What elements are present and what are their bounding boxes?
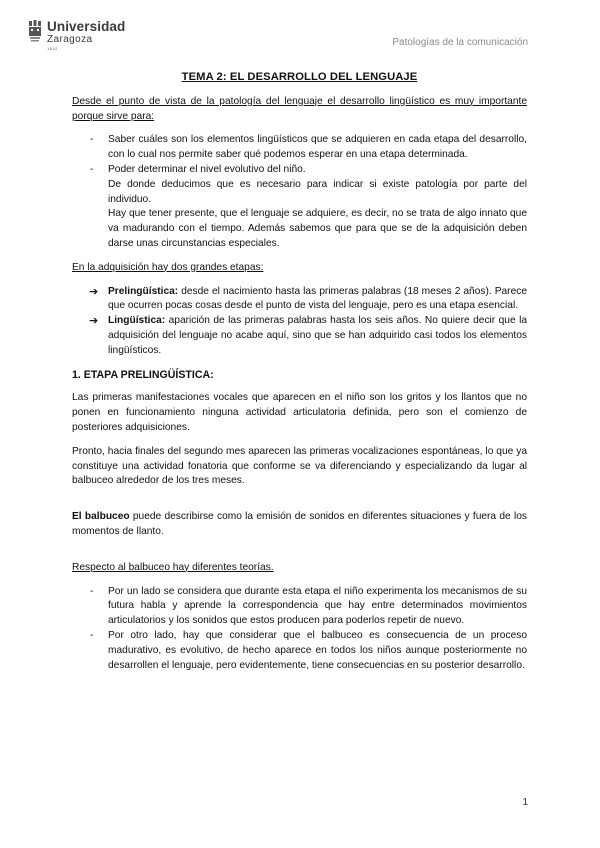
arrow-bullet-icon: ➔	[89, 315, 99, 328]
list-item-extra: De donde deducimos que es necesario para indicar si existe patología por parte del individuo.	[108, 178, 527, 205]
list-item	[72, 163, 527, 252]
list-item-extra: Hay que tener presente, que el lenguaje se adquiere, es decir, no se trata de algo innato que va madurando con el tiempo. Además sabemos que para que se de la adquisición deben darse unas circunstancias especiales.	[108, 208, 527, 249]
balbuceo-paragraph	[72, 510, 527, 540]
logo-year: 1542	[47, 45, 58, 51]
stage-desc: desde el nacimiento hasta las primeras palabras (18 meses 2 años). Parece que ocurren pocas cosas desde el punto de vista del lenguaje, pero es una etapa esencial.	[108, 285, 527, 312]
theories-list	[72, 585, 527, 674]
list-item	[72, 585, 527, 629]
stage-term: Prelingüística:	[108, 285, 179, 297]
intro-paragraph: Desde el punto de vista de la patología del lenguaje el desarrollo lingüístico es muy importante porque sirve para:	[72, 95, 527, 122]
list-item-text: Por un lado se considera que durante esta etapa el niño experimenta los mecanismos de su futura habla y aprende la correspondencia que hay entre determinados movimientos articulatorios y los sonidos que estos producen para poderlos repetir de nuevo.	[108, 585, 527, 627]
dash-bullet: -	[90, 585, 94, 597]
list-item-text: Saber cuáles son los elementos lingüísticos que se adquieren en cada etapa del desarrollo, con lo cual nos permite saber qué podemos esperar en una etapa determinada.	[108, 134, 527, 161]
university-logo	[28, 20, 125, 51]
section-heading: 1. ETAPA PRELINGÜÍSTICA:	[72, 368, 214, 381]
arrow-bullet-icon: ➔	[89, 285, 99, 298]
paragraph: Las primeras manifestaciones vocales que aparecen en el niño son los gritos y los llantos que no ponen en funcionamiento ninguna actividad articulatoria definida, pero son el comienzo de posteriores adquisiciones.	[72, 392, 527, 433]
logo-university: Universidad	[47, 19, 126, 34]
list-item	[72, 285, 527, 315]
stage-desc: aparición de las primeras palabras hasta los seis años. No quiere decir que la adquisición del lenguaje no acabe aquí, sino que se han adquirido casi todos los elementos lingüísticos.	[108, 315, 527, 356]
theories-intro: Respecto al balbuceo hay diferentes teorías.	[72, 561, 274, 573]
list-item	[72, 133, 527, 163]
dash-bullet: -	[90, 134, 94, 146]
logo-zaragoza: Zaragoza	[47, 33, 93, 45]
balbuceo-term: El balbuceo	[72, 511, 130, 523]
page-number: 1	[522, 797, 528, 808]
dash-bullet: -	[90, 629, 94, 641]
stage-term: Lingüística:	[108, 315, 166, 327]
stages-list	[72, 285, 527, 359]
balbuceo-desc: puede describirse como la emisión de sonidos en diferentes situaciones y fuera de los momentos de llanto.	[72, 511, 527, 537]
intro-list	[72, 133, 527, 251]
page-header	[0, 0, 600, 60]
list-item-text: Por otro lado, hay que considerar que el balbuceo es consecuencia de un proceso madurativo, es evolutivo, de hecho aparece en todos los niños aunque posteriormente no desarrollen el lenguaje, pero evidentemente, tiene consecuencias en su posterior desarrollo.	[108, 629, 527, 671]
document-title: TEMA 2: EL DESARROLLO DEL LENGUAJE	[181, 71, 418, 83]
stages-intro: En la adquisición hay dos grandes etapas:	[72, 261, 264, 273]
document-body	[72, 70, 527, 682]
header-course-name: Patologías de la comunicación	[392, 37, 528, 48]
list-item	[72, 314, 527, 358]
list-item-text: Poder determinar el nivel evolutivo del niño.	[108, 163, 306, 175]
list-item	[72, 629, 527, 673]
university-crest-icon	[28, 20, 42, 42]
dash-bullet: -	[90, 163, 94, 175]
paragraph: Pronto, hacia finales del segundo mes aparecen las primeras vocalizaciones espontáneas, lo que ya constituye una actividad fonatoria que conforme se va diferenciando y especializando da lugar al balbuceo alrededor de los tres meses.	[72, 445, 527, 487]
